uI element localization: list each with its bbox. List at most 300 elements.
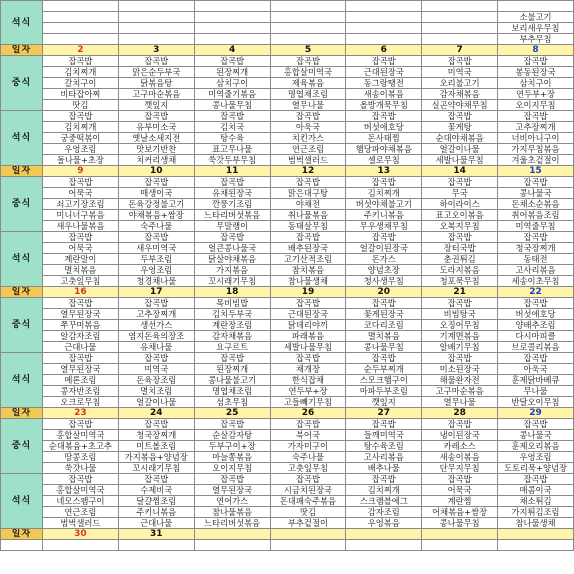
- menu-item: 부추무침: [498, 34, 574, 45]
- menu-item: 채개장: [270, 364, 346, 375]
- menu-item: 꼬시래기무침: [118, 463, 194, 474]
- menu-item: 매콤이국: [498, 485, 574, 496]
- menu-item: 잡곡밥: [346, 298, 422, 309]
- menu-item: 콩나물불고기: [194, 375, 270, 386]
- menu-item: 단무지무침: [422, 463, 498, 474]
- menu-item: 숙주나물: [118, 221, 194, 232]
- menu-item: 가지튀김조림: [498, 507, 574, 518]
- menu-item: 하이라이스: [422, 199, 498, 210]
- menu-item: 잡곡밥: [346, 177, 422, 188]
- date-cell: 28: [422, 408, 498, 419]
- menu-item: 홍합살미역국: [43, 485, 119, 496]
- dinner-row: [1, 122, 574, 133]
- menu-item: 오이지무침: [498, 100, 574, 111]
- menu-item: 잡곡밥: [422, 111, 498, 122]
- menu-item: 배추된장국: [270, 243, 346, 254]
- menu-item: 잡곡밥: [43, 419, 119, 430]
- menu-item: 오리불고기: [422, 78, 498, 89]
- menu-item: 북어국: [270, 430, 346, 441]
- dinner-row: [1, 232, 574, 243]
- menu-item: [346, 34, 422, 45]
- lunch-row: [1, 452, 574, 463]
- date-cell: 4: [194, 45, 270, 56]
- date-label: 일자: [1, 166, 43, 177]
- menu-item: [43, 34, 119, 45]
- menu-item: 감자채볶음: [422, 89, 498, 100]
- menu-item: 잡곡밥: [118, 353, 194, 364]
- menu-item: 쭈꾸미볶음: [43, 320, 119, 331]
- menu-item: 열무된장국: [43, 309, 119, 320]
- date-cell: 31: [118, 529, 194, 540]
- menu-item: [422, 1, 498, 12]
- menu-item: 어묵국: [422, 485, 498, 496]
- date-cell: 18: [194, 287, 270, 298]
- menu-item: 세발나물무침: [422, 155, 498, 166]
- lunch-row: [1, 188, 574, 199]
- menu-item: 미니너구볶음: [43, 210, 119, 221]
- menu-item: 맑은순두부국: [118, 67, 194, 78]
- menu-item: [346, 23, 422, 34]
- menu-item: 깻잎지: [118, 100, 194, 111]
- menu-item: 어묵국: [43, 188, 119, 199]
- date-cell: 26: [270, 408, 346, 419]
- dinner-row: [1, 254, 574, 265]
- menu-item: 도라지볶음: [422, 265, 498, 276]
- menu-item: 부추겉절이: [270, 518, 346, 529]
- menu-item: [118, 34, 194, 45]
- menu-item: 연어가스: [194, 496, 270, 507]
- dinner-row: [1, 111, 574, 122]
- date-cell: 25: [194, 408, 270, 419]
- date-cell: 7: [422, 45, 498, 56]
- menu-item: 파래볶음: [270, 331, 346, 342]
- lunch-row: [1, 56, 574, 67]
- filler-row: [1, 540, 574, 551]
- menu-item: 잡곡밥: [422, 232, 498, 243]
- menu-item: 세발나물무침: [270, 342, 346, 353]
- menu-item: 얼갈이된장국: [346, 243, 422, 254]
- menu-item: 마늘쫑볶음: [194, 452, 270, 463]
- date-cell: 9: [43, 166, 119, 177]
- menu-item: 잡곡밥: [498, 111, 574, 122]
- dinner-label: 석식: [1, 353, 43, 408]
- menu-item: 요구르트: [194, 342, 270, 353]
- menu-item: 근대나물: [118, 518, 194, 529]
- lunch-row: [1, 441, 574, 452]
- menu-item: 우엉볶음: [346, 518, 422, 529]
- menu-item: 수제비국: [118, 485, 194, 496]
- menu-item: 참나물생채: [498, 518, 574, 529]
- menu-item: [270, 34, 346, 45]
- menu-item: 우엉조림: [118, 265, 194, 276]
- menu-item: 채소튀김: [498, 496, 574, 507]
- menu-item: 오복지무침: [422, 221, 498, 232]
- dinner-row: [1, 144, 574, 155]
- menu-item: 한식잡채: [270, 375, 346, 386]
- date-cell: [498, 529, 574, 540]
- menu-item: 잡곡밥: [194, 353, 270, 364]
- menu-item: 닭볶음탕: [118, 78, 194, 89]
- menu-item: 궁중떡볶이: [43, 133, 119, 144]
- menu-item: 세송이초무침: [498, 276, 574, 287]
- empty-cell: [270, 540, 346, 551]
- date-cell: 11: [194, 166, 270, 177]
- menu-item: 잡곡밥: [346, 474, 422, 485]
- menu-item: 치커리생채: [118, 155, 194, 166]
- menu-item: 고기산적조림: [270, 254, 346, 265]
- menu-item: 쑥갓나물: [43, 463, 119, 474]
- menu-item: 땃김: [270, 507, 346, 518]
- menu-item: 잡곡밥: [194, 232, 270, 243]
- menu-item: 잡곡밥: [194, 177, 270, 188]
- menu-item: 미트볼조림: [118, 441, 194, 452]
- menu-item: 잡곡밥: [118, 177, 194, 188]
- date-row: [1, 287, 574, 298]
- menu-item: 멸치볶음: [43, 265, 119, 276]
- menu-item: 가지볶음+양념장: [118, 452, 194, 463]
- date-cell: 10: [118, 166, 194, 177]
- menu-item: 옛날소세지전: [118, 133, 194, 144]
- menu-item: 잡곡밥: [498, 177, 574, 188]
- menu-item: 잡곡밥: [270, 177, 346, 188]
- menu-item: 얼갈이나물: [118, 397, 194, 408]
- menu-item: 배추나물: [346, 463, 422, 474]
- dinner-label: 석식: [1, 232, 43, 287]
- lunch-row: [1, 221, 574, 232]
- date-row: [1, 529, 574, 540]
- dinner-row: [1, 133, 574, 144]
- empty-cell: [1, 540, 43, 551]
- menu-item: 열무나물: [422, 397, 498, 408]
- menu-item: 고구마순볶음: [422, 386, 498, 397]
- lunch-row: [1, 309, 574, 320]
- menu-item: 얼갈이나물: [422, 144, 498, 155]
- menu-item: 너비아니구이: [498, 133, 574, 144]
- date-cell: [346, 529, 422, 540]
- dinner-row: [1, 485, 574, 496]
- lunch-row: [1, 419, 574, 430]
- menu-item: 유채나물: [118, 342, 194, 353]
- menu-item: 겨울초겉절이: [498, 155, 574, 166]
- menu-item: 김치찌개: [43, 122, 119, 133]
- date-cell: 16: [43, 287, 119, 298]
- menu-item: 두부조림: [118, 254, 194, 265]
- menu-item: [194, 12, 270, 23]
- menu-item: 비빔탕국: [422, 309, 498, 320]
- menu-item: 잡곡밥: [194, 474, 270, 485]
- menu-item: [118, 23, 194, 34]
- menu-item: 아욱국: [498, 364, 574, 375]
- menu-item: 청경채나물: [118, 276, 194, 287]
- menu-item: 오징어무침: [422, 320, 498, 331]
- menu-item: 잡곡밥: [498, 419, 574, 430]
- dinner-row: [1, 243, 574, 254]
- menu-item: 장터국밥: [422, 243, 498, 254]
- menu-item: [118, 12, 194, 23]
- meal-menu-body: [1, 1, 574, 551]
- empty-cell: [194, 540, 270, 551]
- menu-item: 미역줄무침: [498, 221, 574, 232]
- menu-item: 목비빔밥: [194, 298, 270, 309]
- dinner-row: [1, 364, 574, 375]
- menu-item: [346, 12, 422, 23]
- menu-item: 깐풍기조림: [194, 199, 270, 210]
- menu-item: 김치두부국: [194, 309, 270, 320]
- menu-item: 잡곡밥: [194, 111, 270, 122]
- dinner-row: [1, 386, 574, 397]
- menu-item: 코다리조림: [346, 320, 422, 331]
- menu-item: [43, 12, 119, 23]
- menu-item: 순대볶음+초고추: [43, 441, 119, 452]
- dinner-row: [1, 496, 574, 507]
- menu-item: 느타리버섯볶음: [194, 518, 270, 529]
- menu-item: 청포묵무침: [422, 276, 498, 287]
- menu-item: 콩나물무침: [422, 518, 498, 529]
- dinner-row: [1, 474, 574, 485]
- menu-item: 순두부찌개: [346, 364, 422, 375]
- menu-item: 스크램블에그: [346, 496, 422, 507]
- menu-item: [43, 1, 119, 12]
- menu-item: 잡곡밥: [43, 353, 119, 364]
- date-cell: 2: [43, 45, 119, 56]
- menu-item: 열무된장국: [43, 364, 119, 375]
- menu-item: 열무나물: [270, 100, 346, 111]
- lunch-row: [1, 78, 574, 89]
- menu-item: [270, 12, 346, 23]
- menu-item: 참치볶음: [270, 265, 346, 276]
- date-row: [1, 166, 574, 177]
- menu-item: 잡곡밥: [346, 56, 422, 67]
- menu-item: 잡곡밥: [498, 56, 574, 67]
- menu-item: 근대된장국: [346, 67, 422, 78]
- date-cell: 21: [422, 287, 498, 298]
- menu-item: 고사리볶음: [498, 265, 574, 276]
- menu-item: 실곤약야채무침: [422, 100, 498, 111]
- date-label: 일자: [1, 287, 43, 298]
- menu-item: 취어볶음조림: [498, 210, 574, 221]
- menu-item: 고춧잎무침: [43, 276, 119, 287]
- menu-item: 달걀찜조림: [118, 496, 194, 507]
- menu-item: [118, 1, 194, 12]
- menu-item: 두부구이+장: [194, 441, 270, 452]
- menu-item: 콩나물무침: [194, 100, 270, 111]
- menu-item: 잡곡밥: [43, 177, 119, 188]
- menu-item: 김치찌개: [43, 67, 119, 78]
- menu-item: [346, 1, 422, 12]
- date-cell: 20: [346, 287, 422, 298]
- menu-item: 탕수육조림: [346, 441, 422, 452]
- menu-item: 범벅샐러드: [43, 518, 119, 529]
- menu-item: 버섯야채불고기: [346, 199, 422, 210]
- lunch-row: [1, 342, 574, 353]
- menu-item: 연근조림: [43, 507, 119, 518]
- menu-item: 순대야채볶음: [422, 133, 498, 144]
- menu-item: 콩나물무침: [346, 342, 422, 353]
- menu-item: 알배기무침: [422, 342, 498, 353]
- menu-item: 된장찌개: [194, 67, 270, 78]
- menu-item: 표고오이볶음: [422, 210, 498, 221]
- menu-item: [422, 12, 498, 23]
- date-cell: 3: [118, 45, 194, 56]
- menu-item: 감자조림: [346, 507, 422, 518]
- menu-item: [270, 1, 346, 12]
- dinner-row: [1, 12, 574, 23]
- date-cell: 5: [270, 45, 346, 56]
- date-cell: 8: [498, 45, 574, 56]
- menu-item: 탕수육: [194, 133, 270, 144]
- menu-item: 잡곡밥: [346, 419, 422, 430]
- menu-item: 잡곡밥: [118, 56, 194, 67]
- menu-item: 미역국: [422, 67, 498, 78]
- menu-item: 청국장찌개: [498, 243, 574, 254]
- menu-item: 잡곡밥: [498, 232, 574, 243]
- menu-item: [422, 34, 498, 45]
- dinner-label: 석식: [1, 474, 43, 529]
- lunch-row: [1, 89, 574, 100]
- menu-item: 돈사태찜: [346, 133, 422, 144]
- menu-item: 돈육장조림: [118, 375, 194, 386]
- menu-item: 잡곡밥: [118, 474, 194, 485]
- menu-item: 잡곡밥: [270, 56, 346, 67]
- menu-item: 표고무나물: [194, 144, 270, 155]
- menu-item: 카레소스: [422, 441, 498, 452]
- menu-item: 생선가스: [118, 320, 194, 331]
- menu-item: 가자미구이: [270, 441, 346, 452]
- date-row: [1, 408, 574, 419]
- menu-item: 훈제닭바베큐: [498, 375, 574, 386]
- menu-item: 잡곡밥: [194, 419, 270, 430]
- menu-item: 시금치된장국: [270, 485, 346, 496]
- menu-item: 브로콜리볶음: [498, 342, 574, 353]
- menu-item: 꼬시래기무침: [194, 276, 270, 287]
- menu-item: 메론조림: [43, 375, 119, 386]
- date-cell: 14: [422, 166, 498, 177]
- menu-item: 잡곡밥: [43, 474, 119, 485]
- lunch-row: [1, 199, 574, 210]
- empty-cell: [498, 540, 574, 551]
- menu-item: 범벅샐러드: [270, 155, 346, 166]
- menu-item: 고춧잎무침: [270, 463, 346, 474]
- menu-item: 콩자반조림: [43, 386, 119, 397]
- menu-item: 오크로무침: [43, 397, 119, 408]
- menu-item: 냉이된장국: [422, 430, 498, 441]
- menu-item: 동태살무침: [270, 221, 346, 232]
- menu-item: 맑은대구탕: [270, 188, 346, 199]
- menu-item: 마파두부조림: [346, 386, 422, 397]
- menu-item: 우엉조림: [43, 144, 119, 155]
- date-cell: 17: [118, 287, 194, 298]
- lunch-row: [1, 463, 574, 474]
- date-cell: [270, 529, 346, 540]
- date-label: 일자: [1, 408, 43, 419]
- menu-item: 해물완자전: [422, 375, 498, 386]
- dinner-row: [1, 155, 574, 166]
- menu-item: 야채전: [270, 199, 346, 210]
- menu-item: 꽃게된장국: [346, 309, 422, 320]
- menu-item: 매생이국: [118, 188, 194, 199]
- lunch-row: [1, 67, 574, 78]
- menu-item: 참나물생채: [270, 276, 346, 287]
- lunch-row: [1, 100, 574, 111]
- lunch-row: [1, 331, 574, 342]
- menu-item: [498, 1, 574, 12]
- menu-item: 잡곡밥: [270, 474, 346, 485]
- menu-item: 잡곡밥: [346, 353, 422, 364]
- menu-item: 계란장조림: [194, 320, 270, 331]
- menu-item: 잡곡밥: [118, 298, 194, 309]
- menu-item: 새송이볶음: [422, 452, 498, 463]
- menu-item: 봉동된장국: [498, 67, 574, 78]
- menu-item: 돌나물+초장: [43, 155, 119, 166]
- menu-item: 연두부+장: [498, 89, 574, 100]
- menu-item: 잡곡밥: [270, 232, 346, 243]
- menu-item: 가지볶음: [194, 265, 270, 276]
- menu-item: 반달오이무침: [498, 397, 574, 408]
- empty-cell: [43, 540, 119, 551]
- menu-item: 주키니볶음: [118, 507, 194, 518]
- menu-item: 들깨미역국: [346, 430, 422, 441]
- menu-item: 삼치구이: [194, 78, 270, 89]
- menu-item: 김치찌개: [346, 485, 422, 496]
- date-cell: 15: [498, 166, 574, 177]
- menu-item: 잡곡밥: [346, 232, 422, 243]
- menu-item: 돈육강정불고기: [118, 199, 194, 210]
- dinner-row: [1, 23, 574, 34]
- menu-item: 감자채볶음: [194, 331, 270, 342]
- menu-item: [194, 1, 270, 12]
- menu-item: 잡곡밥: [43, 56, 119, 67]
- date-cell: 29: [498, 408, 574, 419]
- menu-item: 잡곡밥: [498, 353, 574, 364]
- menu-item: 잡곡밥: [498, 474, 574, 485]
- menu-item: 가지무침볶음: [498, 144, 574, 155]
- menu-item: 콩나물국: [498, 188, 574, 199]
- menu-item: 잡곡밥: [422, 177, 498, 188]
- lunch-label: 중식: [1, 56, 43, 111]
- menu-item: 고구마순볶음: [118, 89, 194, 100]
- lunch-row: [1, 210, 574, 221]
- menu-item: 얼큰콩나물국: [194, 243, 270, 254]
- date-cell: [422, 529, 498, 540]
- dinner-label: 석식: [1, 111, 43, 166]
- menu-item: 무말랭이: [194, 221, 270, 232]
- dinner-row: [1, 1, 574, 12]
- menu-item: 잡곡밥: [422, 298, 498, 309]
- date-cell: 27: [346, 408, 422, 419]
- date-cell: 22: [498, 287, 574, 298]
- menu-item: 아욱국: [270, 122, 346, 133]
- menu-item: 닭살야채볶음: [194, 254, 270, 265]
- menu-item: 잡곡밥: [118, 232, 194, 243]
- menu-item: 취나물볶음: [270, 210, 346, 221]
- empty-cell: [118, 540, 194, 551]
- menu-item: 잡곡밥: [346, 111, 422, 122]
- menu-item: 유채된장국: [194, 188, 270, 199]
- menu-item: 숙주나물: [270, 452, 346, 463]
- menu-item: 열무된장국: [194, 485, 270, 496]
- menu-item: 잡곡밥: [118, 111, 194, 122]
- menu-item: 미역국: [118, 364, 194, 375]
- menu-item: 잡곡밥: [270, 353, 346, 364]
- menu-item: 소불고기: [498, 12, 574, 23]
- menu-item: 잡곡밥: [194, 56, 270, 67]
- dinner-row: [1, 375, 574, 386]
- menu-item: 유부미소국: [118, 122, 194, 133]
- menu-item: 청국장찌개: [118, 430, 194, 441]
- lunch-label: 중식: [1, 298, 43, 353]
- menu-item: 연두부+장: [270, 386, 346, 397]
- menu-item: 비타잡아찌: [43, 89, 119, 100]
